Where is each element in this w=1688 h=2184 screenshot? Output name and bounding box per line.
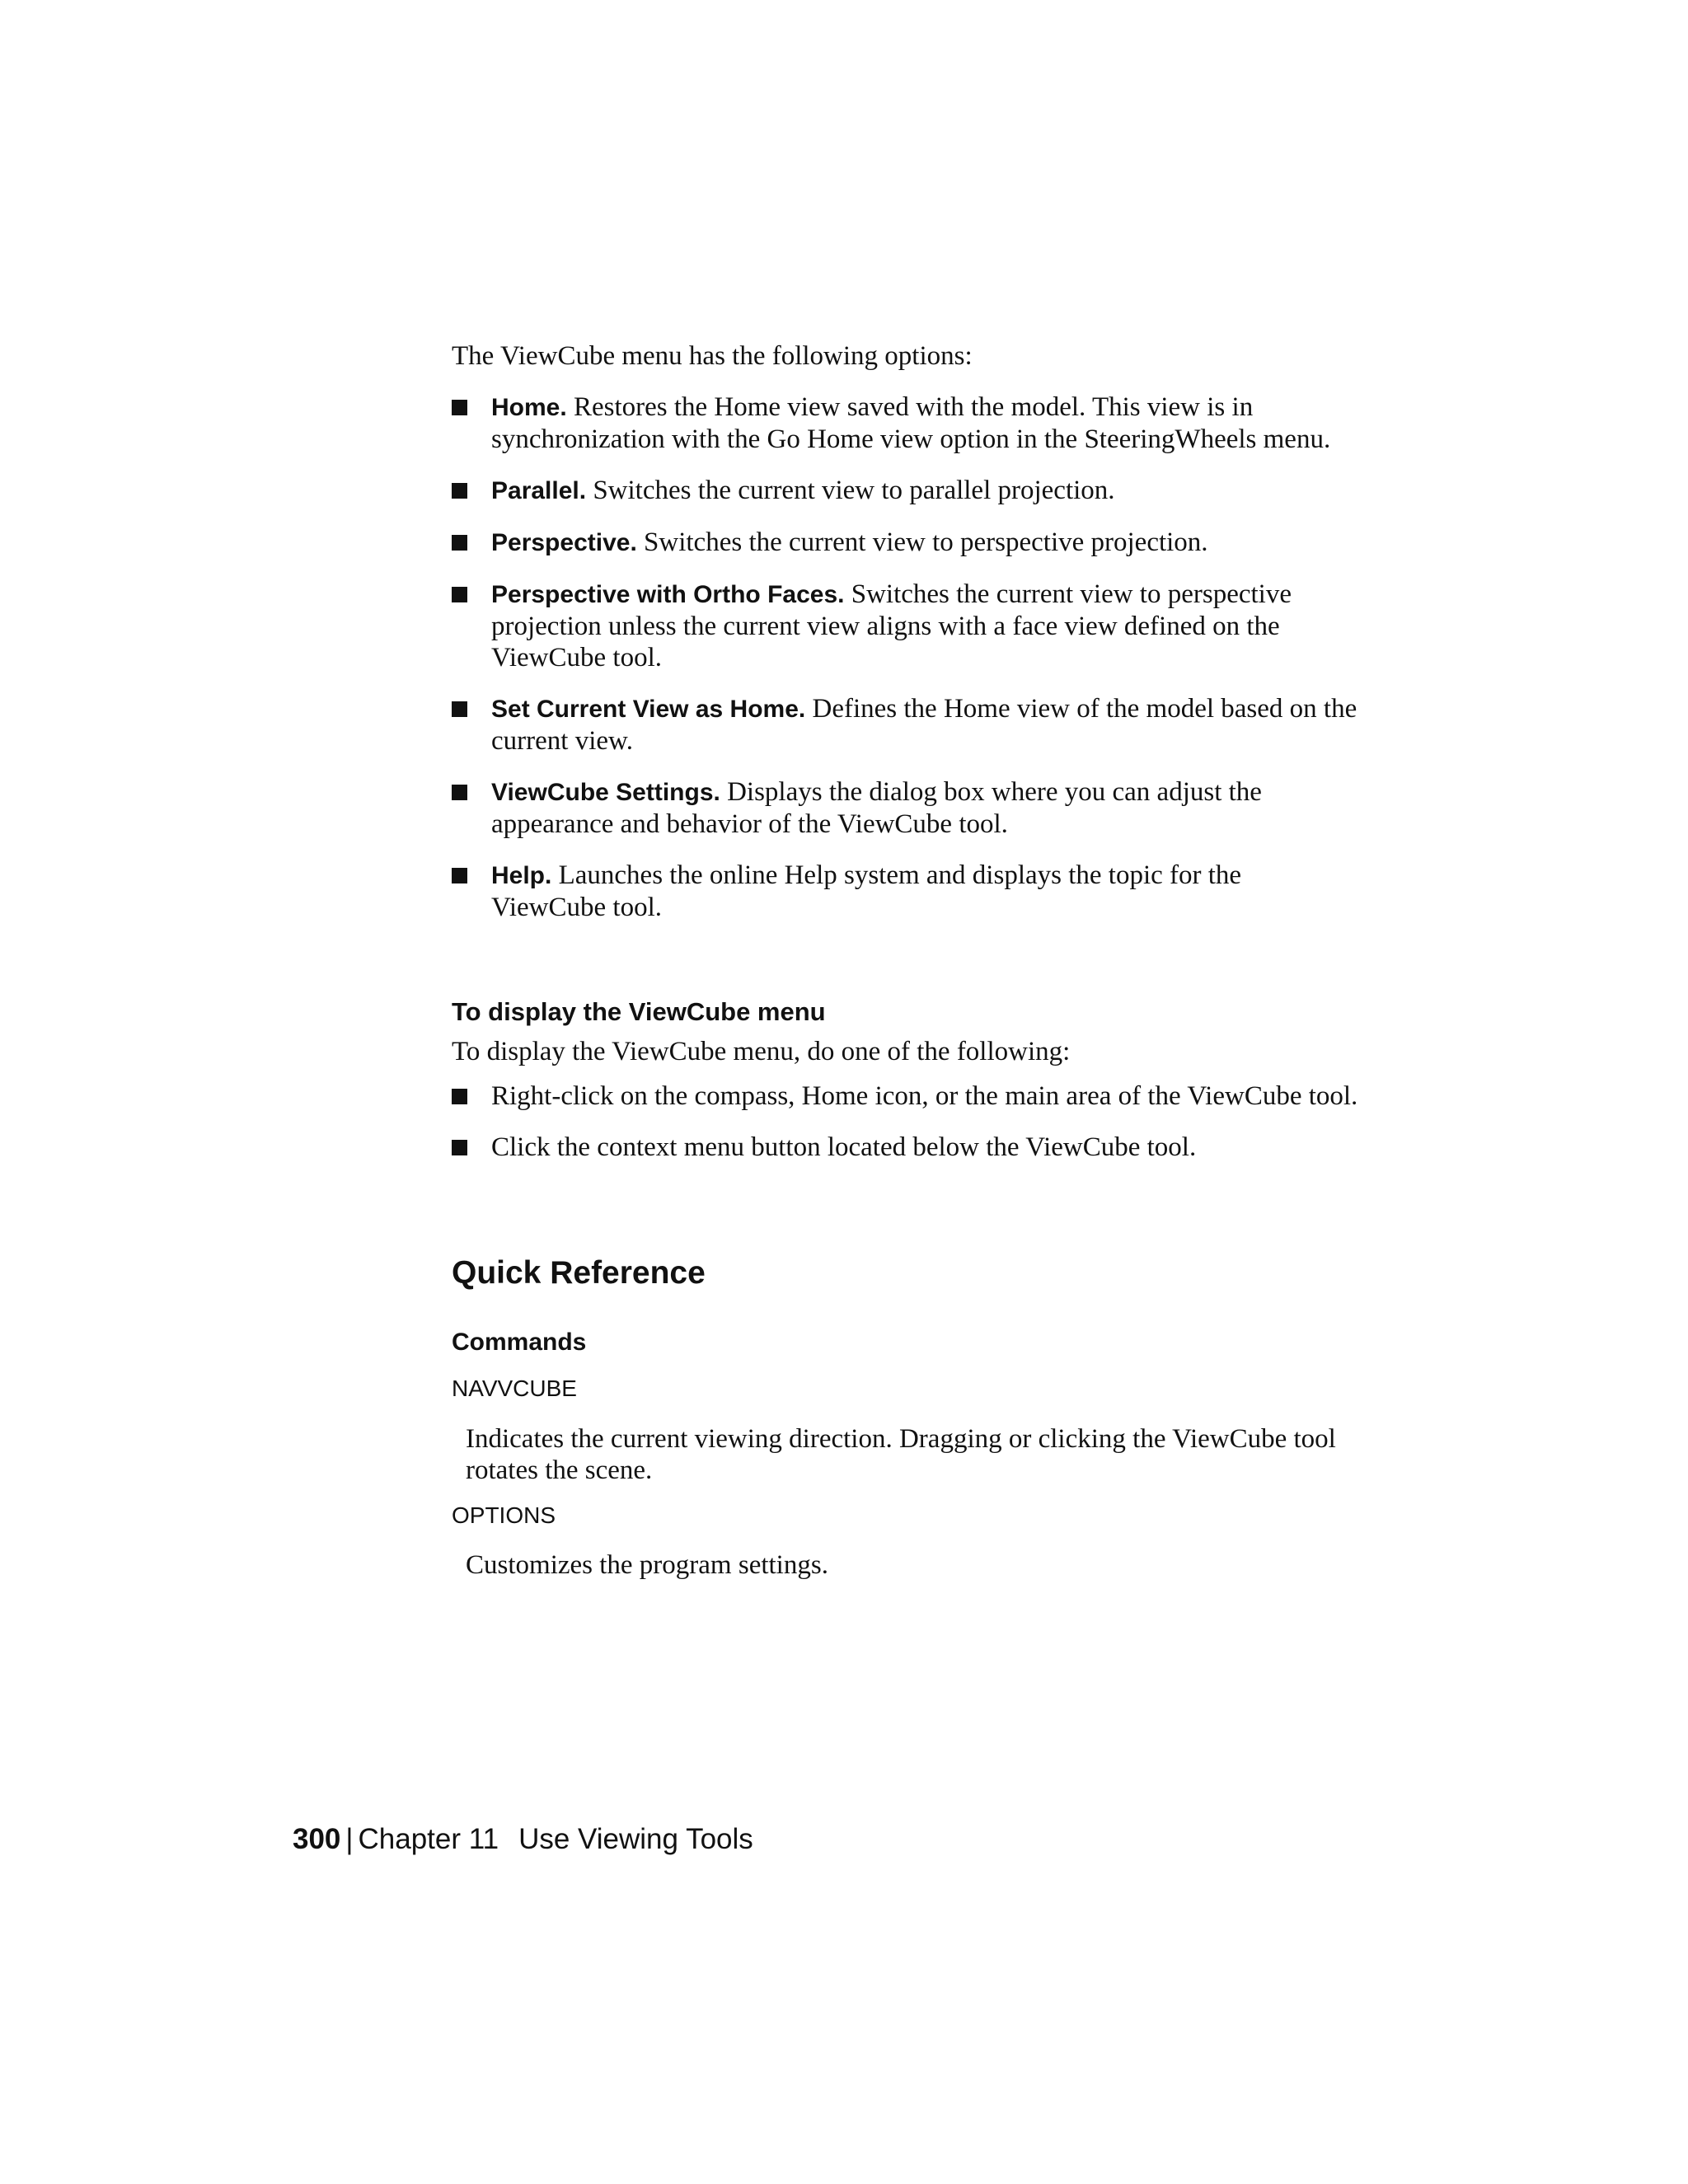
- option-set-home: [452, 693, 1358, 757]
- option-home: [452, 391, 1358, 455]
- option-description: Switches the current view to parallel projection.: [593, 476, 1115, 505]
- option-description: Displays the dialog box where you can adjust the appearance and behavior of the ViewCube tool.: [491, 777, 1262, 839]
- bullet-square-icon: [452, 483, 467, 499]
- option-description: Defines the Home view of the model based on the current view.: [491, 694, 1357, 756]
- procedure-step: [452, 1080, 1358, 1112]
- intro-text: The ViewCube menu has the following options:: [452, 341, 973, 371]
- quick-reference-heading: Quick Reference: [452, 1255, 706, 1291]
- option-description: Switches the current view to perspective projection unless the current view aligns with a face view defined on the ViewCube tool.: [491, 579, 1292, 673]
- option-term: Home.: [491, 394, 567, 421]
- option-term: Parallel.: [491, 477, 587, 504]
- command-description: Customizes the program settings.: [466, 1550, 828, 1580]
- option-term: Perspective.: [491, 529, 637, 556]
- procedure-intro: To display the ViewCube menu, do one of the following:: [452, 1037, 1071, 1066]
- viewcube-options-list: [452, 391, 1358, 943]
- option-settings: [452, 776, 1358, 840]
- option-perspective: [452, 527, 1358, 559]
- option-description: Switches the current view to perspective projection.: [644, 527, 1208, 557]
- chapter-title: Use Viewing Tools: [518, 1823, 753, 1855]
- option-parallel: [452, 475, 1358, 507]
- option-description: Restores the Home view saved with the model. This view is in synchronization with the Go Home view option in the SteeringWheels menu.: [491, 392, 1331, 454]
- page-footer: [293, 1822, 753, 1857]
- option-perspective-ortho: [452, 579, 1358, 673]
- command-description: Indicates the current viewing direction. Dragging or clicking the ViewCube tool rotates the scene.: [466, 1424, 1336, 1485]
- chapter-label: Chapter 11: [358, 1823, 499, 1855]
- bullet-square-icon: [452, 400, 467, 415]
- procedure-step: [452, 1132, 1358, 1163]
- option-term: Set Current View as Home.: [491, 696, 806, 723]
- bullet-square-icon: [452, 535, 467, 551]
- option-term: Perspective with Ortho Faces.: [491, 581, 845, 608]
- page-number: 300: [293, 1823, 341, 1855]
- bullet-square-icon: [452, 1089, 467, 1104]
- option-term: ViewCube Settings.: [491, 779, 720, 806]
- step-text: Right-click on the compass, Home icon, or the main area of the ViewCube tool.: [491, 1081, 1358, 1111]
- option-help: [452, 860, 1358, 923]
- command-name: OPTIONS: [452, 1502, 556, 1528]
- procedure-steps-list: [452, 1080, 1358, 1183]
- step-text: Click the context menu button located below the ViewCube tool.: [491, 1132, 1197, 1162]
- footer-separator: |: [345, 1823, 354, 1855]
- bullet-square-icon: [452, 587, 467, 602]
- bullet-square-icon: [452, 785, 467, 800]
- bullet-square-icon: [452, 701, 467, 717]
- procedure-heading: To display the ViewCube menu: [452, 997, 826, 1026]
- command-name: NAVVCUBE: [452, 1376, 577, 1401]
- option-description: Launches the online Help system and displays the topic for the ViewCube tool.: [491, 860, 1242, 922]
- bullet-square-icon: [452, 868, 467, 883]
- commands-heading: Commands: [452, 1329, 587, 1356]
- option-term: Help.: [491, 862, 552, 889]
- bullet-square-icon: [452, 1140, 467, 1155]
